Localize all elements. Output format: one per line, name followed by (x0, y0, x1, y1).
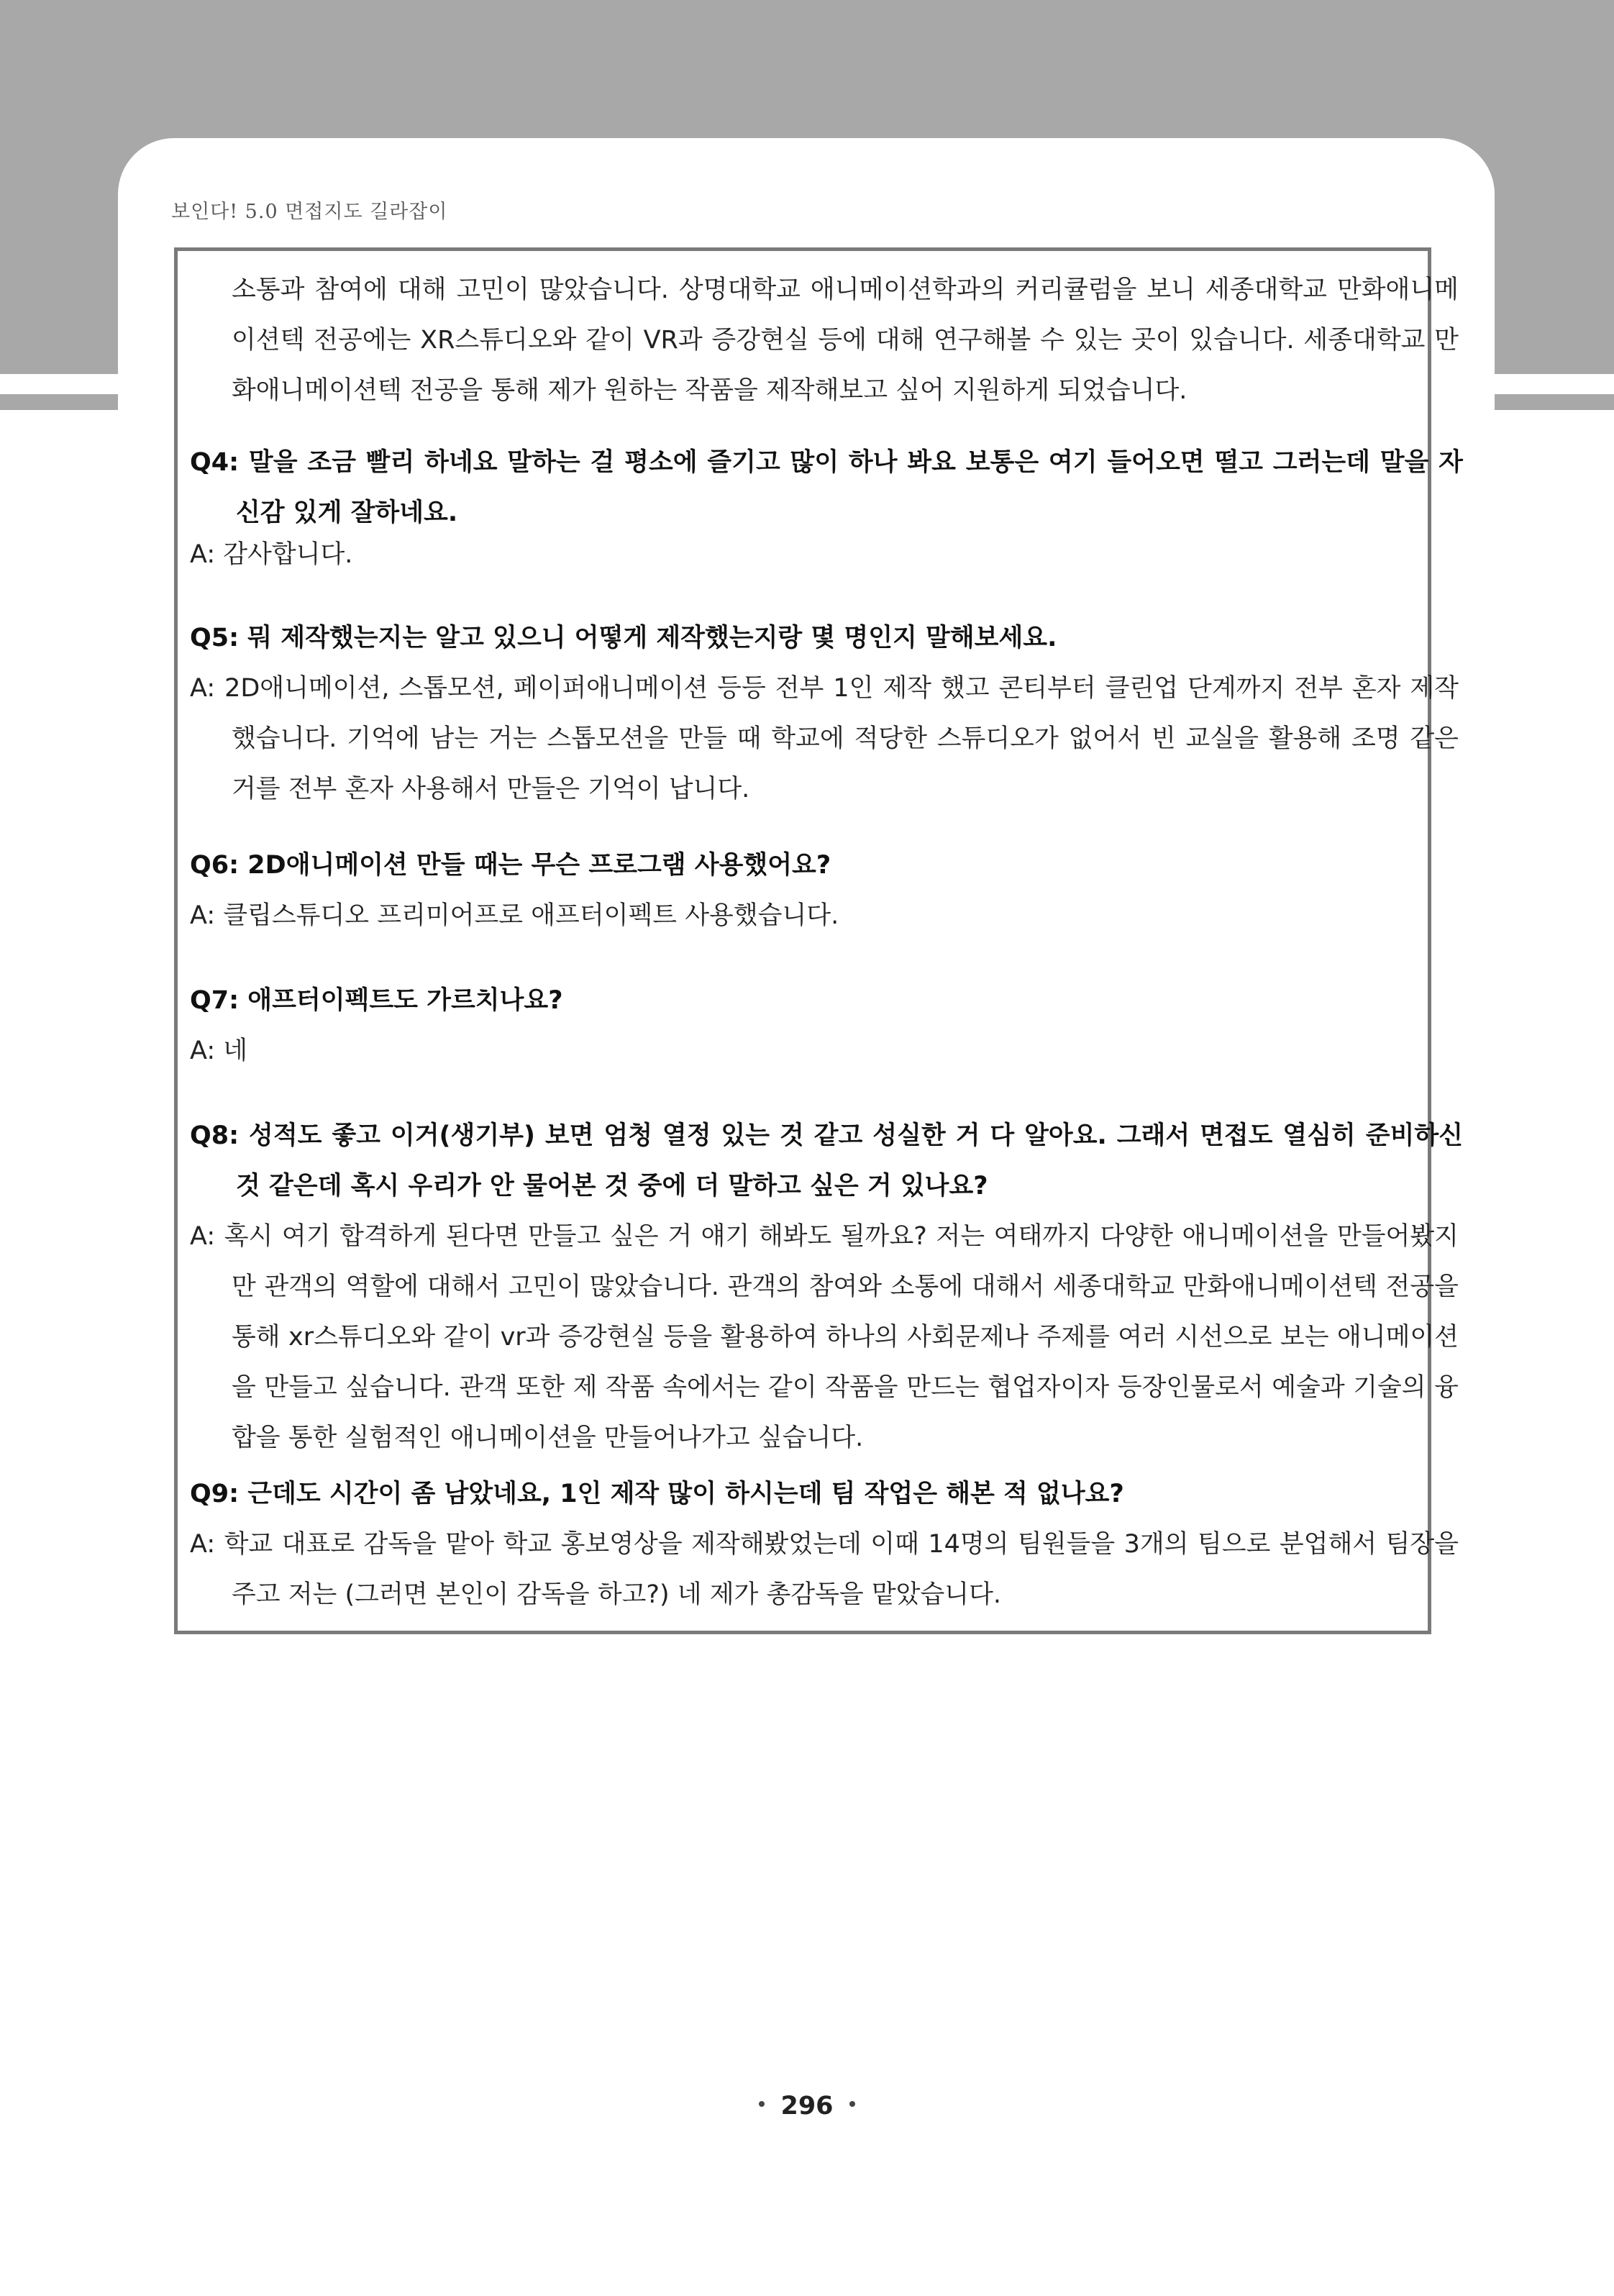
answer-a7: A: 네 (190, 1037, 248, 1065)
right-gray-strip (1495, 394, 1614, 410)
answer-a6: A: 클립스튜디오 프리미어프로 애프터이펙트 사용했습니다. (190, 901, 839, 930)
bullet-dot-icon (849, 2101, 855, 2107)
answer-a4: A: 감사합니다. (190, 540, 353, 569)
bullet-dot-icon (759, 2101, 765, 2107)
page-number (0, 2092, 1614, 2120)
answer-a9: A: 학교 대표로 감독을 맡아 학교 홍보영상을 제작해봤었는데 이때 14명의 팀원들을 3개의 팀으로 분업해서 팀장을 주고 저는 (그러면 본인이 감독을 하고?) 네 제가 총감독을 맡았습니다. (190, 1530, 1459, 1609)
answer-a8: A: 혹시 여기 합격하게 된다면 만들고 싶은 거 얘기 해봐도 될까요? 저는 여태까지 다양한 애니메이션을 만들어봤지만 관객의 역할에 대해서 고민이 많았습니다. 관객의 참여와 소통에 대해서 세종대학교 만화애니메이션텍 전공을 통해 xr스튜디오와 같이 vr과 증강현실 등을 활용하여 하나의 사회문제나 주제를 여러 시선으로 보는 애니메이션을 만들고 싶습니다. 관객 또한 제 작품 속에서는 같이 작품을 만드는 협업자이자 등장인물로서 예술과 기술의 융합을 통한 실험적인 애니메이션을 만들어나가고 싶습니다. (190, 1222, 1459, 1452)
question-q9: Q9: 근데도 시간이 좀 남았네요, 1인 제작 많이 하시는데 팀 작업은 해본 적 없나요? (190, 1480, 1124, 1508)
question-q6: Q6: 2D애니메이션 만들 때는 무슨 프로그램 사용했어요? (190, 851, 831, 880)
running-header: 보인다! 5.0 면접지도 길라잡이 (171, 201, 448, 223)
page-number-value: 296 (780, 2092, 834, 2120)
answer-a5: A: 2D애니메이션, 스톱모션, 페이퍼애니메이션 등등 전부 1인 제작 했고 콘티부터 클린업 단계까지 전부 혼자 제작했습니다. 기억에 남는 거는 스톱모션을 만들 때 학교에 적당한 스튜디오가 없어서 빈 교실을 활용해 조명 같은 거를 전부 혼자 사용해서 만들은 기억이 납니다. (190, 674, 1459, 803)
left-gray-strip (0, 394, 118, 410)
question-q5: Q5: 뭐 제작했는지는 알고 있으니 어떻게 제작했는지랑 몇 명인지 말해보세요. (190, 624, 1057, 652)
question-q8: Q8: 성적도 좋고 이거(생기부) 보면 엄청 열정 있는 것 같고 성실한 거 다 알아요. 그래서 면접도 열심히 준비하신 것 같은데 혹시 우리가 안 물어본 것 중에 더 말하고 싶은 거 있나요? (190, 1121, 1463, 1201)
question-q7: Q7: 애프터이펙트도 가르치나요? (190, 986, 563, 1015)
answer-continuation: 소통과 참여에 대해 고민이 많았습니다. 상명대학교 애니메이션학과의 커리큘럼을 보니 세종대학교 만화애니메이션텍 전공에는 XR스튜디오와 같이 VR과 증강현실 등에 대해 연구해볼 수 있는 곳이 있습니다. 세종대학교 만화애니메이션텍 전공을 통해 제가 원하는 작품을 제작해보고 싶어 지원하게 되었습니다. (232, 275, 1459, 405)
question-q4: Q4: 말을 조금 빨리 하네요 말하는 걸 평소에 즐기고 많이 하나 봐요 보통은 여기 들어오면 떨고 그러는데 말을 자신감 있게 잘하네요. (190, 448, 1463, 527)
